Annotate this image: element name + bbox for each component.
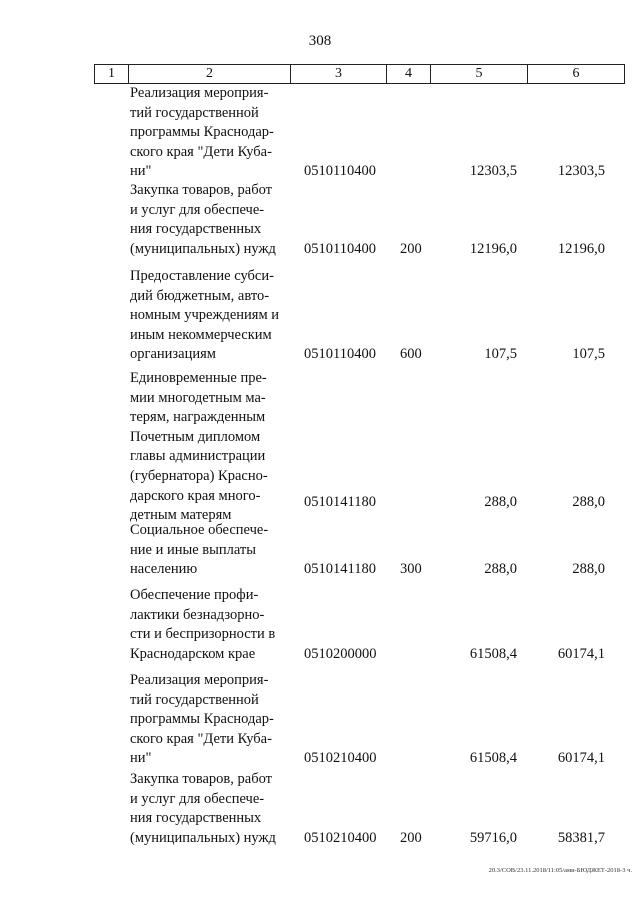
row-description [130, 521, 287, 580]
expense-type: 200 [400, 830, 422, 846]
description-line: дарского края много- [130, 487, 261, 504]
description-line: Реализация мероприя- [130, 85, 269, 101]
description-line: Реализация мероприя- [130, 672, 269, 688]
row-description [130, 369, 287, 526]
target-code: 0510110400 [304, 346, 376, 362]
description-line: ни" [130, 163, 152, 180]
description-line: номным учреждениям и [130, 307, 280, 324]
amount-col-6: 12196,0 [557, 241, 605, 257]
description-line: ни" [130, 750, 152, 767]
description-line: Закупка товаров, работ [130, 771, 272, 787]
description-line: населению [130, 561, 198, 578]
description-line: Почетным дипломом [130, 428, 261, 445]
description-line: (муниципальных) нужд [130, 240, 276, 257]
target-code: 0510141180 [304, 494, 376, 510]
description-line: программы Краснодар- [130, 124, 274, 141]
row-description [130, 84, 287, 182]
amount-col-5: 12196,0 [469, 241, 517, 257]
description-line: Единовременные пре- [130, 370, 267, 386]
amount-col-6: 12303,5 [557, 163, 605, 179]
column-header-row [95, 65, 625, 84]
amount-col-6: 288,0 [572, 494, 605, 510]
amount-col-6: 288,0 [572, 561, 605, 577]
description-line: (муниципальных) нужд [130, 829, 276, 846]
target-code: 0510200000 [304, 646, 377, 662]
expense-type: 200 [400, 241, 422, 257]
description-line: тий государственной [130, 691, 259, 708]
description-line: ния государственных [130, 221, 262, 238]
row-description [130, 671, 287, 769]
row-description [130, 770, 287, 848]
description-line: Предоставление субси- [130, 268, 274, 284]
amount-col-6: 58381,7 [557, 830, 605, 846]
column-header-3: 3 [291, 65, 387, 84]
description-line: организациям [130, 346, 216, 363]
amount-col-5: 288,0 [484, 561, 517, 577]
target-code: 0510110400 [304, 241, 376, 257]
expense-type: 300 [400, 561, 422, 577]
description-line: иным некоммерческим [130, 326, 272, 343]
description-line: ние и иные выплаты [130, 541, 257, 558]
description-line: (губернатора) Красно- [130, 467, 268, 484]
document-footer-stamp: 20.3/СОВ/23.11.2018/11:05/ами-БЮДЖЕТ-2018-3 ч. [488, 867, 632, 874]
target-code: 0510210400 [304, 830, 377, 846]
column-header-table [94, 64, 625, 84]
description-line: детным матерям [130, 507, 232, 524]
description-line: Закупка товаров, работ [130, 182, 272, 198]
description-line: ского края "Дети Куба- [130, 143, 272, 160]
amount-col-6: 107,5 [572, 346, 605, 362]
column-header-4: 4 [387, 65, 431, 84]
description-line: терям, награжденным [130, 409, 266, 426]
amount-col-5: 61508,4 [469, 750, 517, 766]
target-code: 0510110400 [304, 163, 376, 179]
column-header-5: 5 [431, 65, 528, 84]
amount-col-5: 61508,4 [469, 646, 517, 662]
description-line: главы администрации [130, 448, 266, 465]
target-code: 0510141180 [304, 561, 376, 577]
amount-col-5: 288,0 [484, 494, 517, 510]
description-line: ния государственных [130, 810, 262, 827]
description-line: программы Краснодар- [130, 711, 274, 728]
description-line: дий бюджетным, авто- [130, 287, 270, 304]
description-line: Социальное обеспече- [130, 522, 269, 538]
amount-col-6: 60174,1 [557, 646, 605, 662]
description-line: и услуг для обеспече- [130, 201, 265, 218]
column-header-2: 2 [129, 65, 291, 84]
row-description [130, 586, 287, 664]
amount-col-6: 60174,1 [557, 750, 605, 766]
row-description [130, 181, 287, 259]
target-code: 0510210400 [304, 750, 377, 766]
description-line: лактики безнадзорно- [130, 606, 265, 623]
description-line: Краснодарском крае [130, 645, 256, 662]
description-line: ского края "Дети Куба- [130, 730, 272, 747]
description-line: сти и беспризорности в [130, 626, 276, 643]
description-line: и услуг для обеспече- [130, 790, 265, 807]
expense-type: 600 [400, 346, 422, 362]
description-line: мии многодетным ма- [130, 389, 266, 406]
column-header-1: 1 [95, 65, 129, 84]
row-description [130, 267, 287, 365]
amount-col-5: 107,5 [484, 346, 517, 362]
description-line: Обеспечение профи- [130, 587, 259, 603]
amount-col-5: 59716,0 [469, 830, 517, 846]
column-header-6: 6 [528, 65, 625, 84]
description-line: тий государственной [130, 104, 259, 121]
amount-col-5: 12303,5 [469, 163, 517, 179]
page-number: 308 [308, 33, 332, 49]
